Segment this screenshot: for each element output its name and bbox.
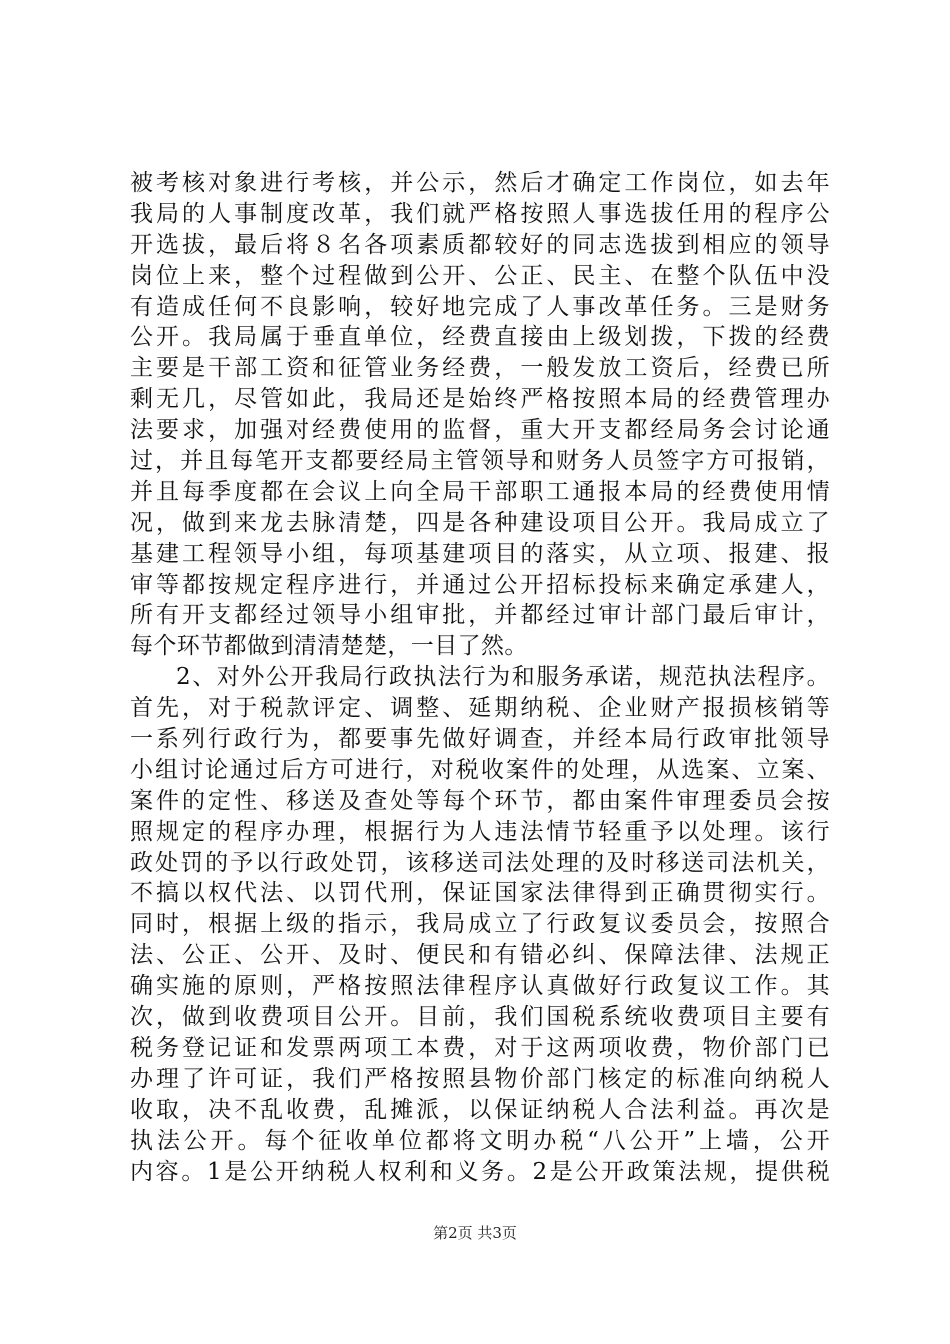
text-line: 政处罚的予以行政处罚，该移送司法处理的及时移送司法机关， — [130, 849, 830, 876]
body-text — [130, 168, 830, 1187]
text-line: 首先，对于税款评定、调整、延期纳税、企业财产报损核销等 — [130, 695, 830, 722]
page-number-label: 第2页 共3页 — [433, 1224, 517, 1242]
text-line: 收取，决不乱收费，乱摊派，以保证纳税人合法利益。再次是 — [130, 1096, 830, 1123]
text-line: 剩无几，尽管如此，我局还是始终严格按照本局的经费管理办 — [130, 386, 830, 413]
text-line: 一系列行政行为，都要事先做好调查，并经本局行政审批领导 — [130, 726, 830, 753]
text-line: 法、公正、公开、及时、便民和有错必纠、保障法律、法规正 — [130, 942, 830, 969]
text-line: 审等都按规定程序进行，并通过公开招标投标来确定承建人， — [130, 571, 830, 598]
text-line: 内容。1是公开纳税人权利和义务。2是公开政策法规，提供税 — [130, 1158, 830, 1185]
text-line: 岗位上来，整个过程做到公开、公正、民主、在整个队伍中没 — [130, 262, 830, 289]
text-line: 2、对外公开我局行政执法行为和服务承诺，规范执法程序。 — [176, 664, 830, 691]
text-line: 税务登记证和发票两项工本费，对于这两项收费，物价部门已 — [130, 1034, 830, 1061]
text-line: 法要求，加强对经费使用的监督，重大开支都经局务会讨论通 — [130, 417, 830, 444]
text-line: 执法公开。每个征收单位都将文明办税“八公开”上墙，公开 — [130, 1127, 830, 1154]
text-line: 每个环节都做到清清楚楚，一目了然。 — [130, 633, 528, 660]
text-line: 有造成任何不良影响，较好地完成了人事改革任务。三是财务 — [130, 293, 830, 320]
text-line: 不搞以权代法、以罚代刑，保证国家法律得到正确贯彻实行。 — [130, 880, 830, 907]
text-line: 我局的人事制度改革，我们就严格按照人事选拔任用的程序公 — [130, 200, 830, 227]
text-line: 公开。我局属于垂直单位，经费直接由上级划拨，下拨的经费 — [130, 324, 830, 351]
text-line: 开选拔，最后将８名各项素质都较好的同志选拔到相应的领导 — [130, 231, 830, 258]
text-line: 况，做到来龙去脉清楚，四是各种建设项目公开。我局成立了 — [130, 509, 830, 536]
text-line: 被考核对象进行考核，并公示，然后才确定工作岗位，如去年 — [130, 170, 830, 196]
text-line: 所有开支都经过领导小组审批，并都经过审计部门最后审计， — [130, 602, 830, 629]
text-line: 确实施的原则，严格按照法律程序认真做好行政复议工作。其 — [130, 973, 830, 1000]
text-line: 并且每季度都在会议上向全局干部职工通报本局的经费使用情 — [130, 478, 830, 505]
text-line: 案件的定性、移送及查处等每个环节，都由案件审理委员会按 — [130, 787, 830, 814]
text-line: 办理了许可证，我们严格按照县物价部门核定的标准向纳税人 — [130, 1065, 830, 1092]
text-line: 小组讨论通过后方可进行，对税收案件的处理，从选案、立案、 — [130, 756, 830, 783]
text-line: 次，做到收费项目公开。目前，我们国税系统收费项目主要有 — [130, 1004, 830, 1031]
text-line: 基建工程领导小组，每项基建项目的落实，从立项、报建、报 — [130, 540, 830, 567]
text-line: 主要是干部工资和征管业务经费，一般发放工资后，经费已所 — [130, 355, 830, 382]
text-line: 过，并且每笔开支都要经局主管领导和财务人员签字方可报销， — [130, 448, 830, 475]
text-line: 同时，根据上级的指示，我局成立了行政复议委员会，按照合 — [130, 911, 830, 938]
page-footer — [0, 1222, 950, 1243]
text-line: 照规定的程序办理，根据行为人违法情节轻重予以处理。该行 — [130, 818, 830, 845]
